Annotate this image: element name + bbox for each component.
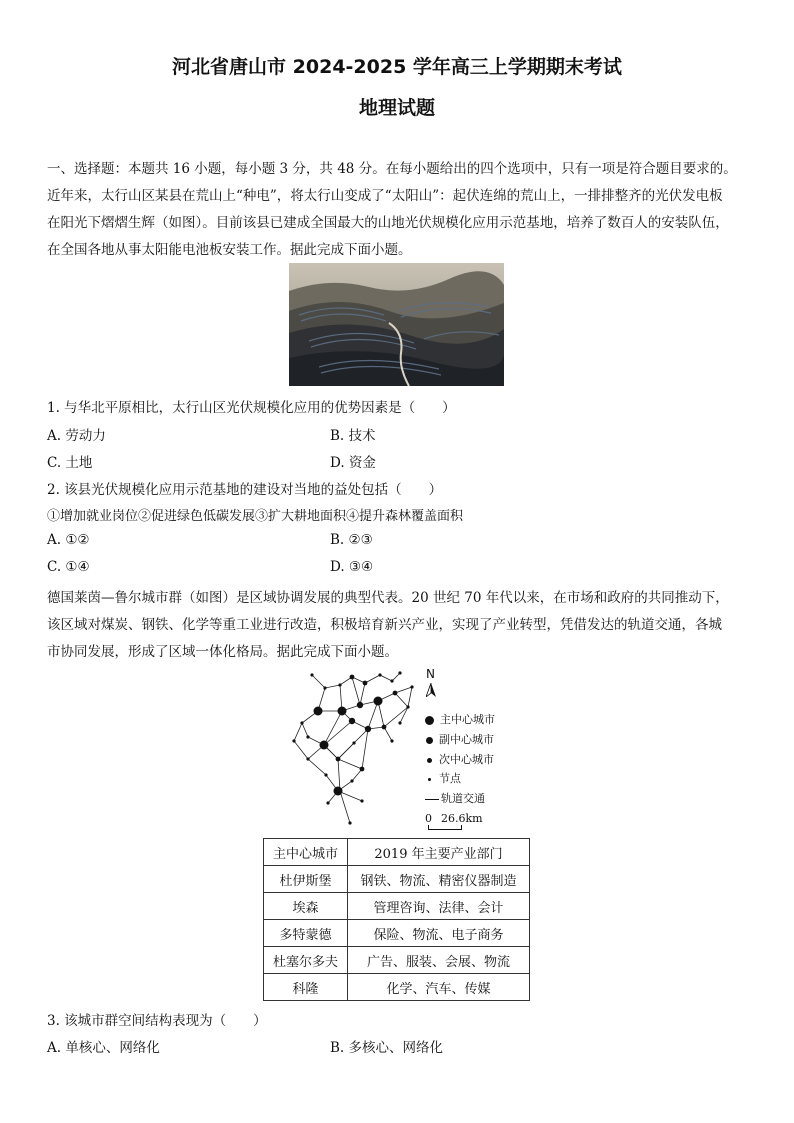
table-header-industry: 2019 年主要产业部门 [348,839,530,866]
table-cell-city: 杜塞尔多夫 [264,947,348,974]
legend-secondary-center [425,751,494,767]
q2-stem: 2. 该县光伏规模化应用示范基地的建设对当地的益处包括（ ） [47,482,443,498]
map-scale [425,812,483,825]
table-row [264,893,530,920]
table-cell-industry: 广告、服装、会展、物流 [348,947,530,974]
table-row [264,947,530,974]
section1-line-1: 一、选择题：本题共 16 小题，每小题 3 分，共 48 分。在每小题给出的四个选项中，只有一项是符合题目要求的。 [47,161,737,177]
q2-option-d[interactable]: D. ③④ [330,559,374,575]
solar-panel-photo [289,263,504,386]
q2-option-b[interactable]: B. ②③ [330,532,373,548]
legend-rail-label: 轨道交通 [441,792,485,805]
scale-bar [428,825,462,830]
table-row [264,866,530,893]
q2-option-c[interactable]: C. ①④ [47,559,90,575]
legend-rail [425,790,485,806]
table-cell-city: 科隆 [264,974,348,1001]
main-center-dot-icon [425,716,434,725]
q1-option-a[interactable]: A. 劳动力 [47,428,106,444]
legend-sub-center [425,731,494,747]
q1-option-b[interactable]: B. 技术 [330,428,376,444]
table-header-row [264,839,530,866]
section1-line-4: 在全国各地从事太阳能电池板安装工作。据此完成下面小题。 [47,242,412,258]
legend-main-center-label: 主中心城市 [440,713,495,726]
north-label: N [426,667,435,681]
q3-stem: 3. 该城市群空间结构表现为（ ） [47,1013,267,1029]
table-header-city: 主中心城市 [264,839,348,866]
table-row [264,974,530,1001]
legend-sub-center-label: 副中心城市 [439,733,494,746]
section1-line-3: 在阳光下熠熠生辉（如图）。目前该县已建成全国最大的山地光伏规模化应用示范基地，培养了数百人的安装队伍， [47,215,729,231]
q2-option-a[interactable]: A. ①② [47,532,90,548]
table-cell-city: 埃森 [264,893,348,920]
scale-label: 26.6km [441,812,483,825]
industry-table [263,838,530,1001]
rail-network-map [280,663,530,833]
section1-line-2: 近年来，太行山区某县在荒山上“种电”，将太行山变成了“太阳山”：起伏连绵的荒山上，一排排整齐的光伏发电板 [47,188,723,204]
table-row [264,920,530,947]
rail-line-icon [425,799,439,800]
legend-secondary-center-label: 次中心城市 [439,753,494,766]
q3-option-a[interactable]: A. 单核心、网络化 [47,1040,160,1056]
legend-node-label: 节点 [439,772,461,785]
legend-node [425,770,461,786]
table-cell-industry: 化学、汽车、传媒 [348,974,530,1001]
secondary-center-dot-icon [427,758,432,763]
q1-option-d[interactable]: D. 资金 [330,455,376,471]
q1-stem: 1. 与华北平原相比，太行山区光伏规模化应用的优势因素是（ ） [47,400,456,416]
scale-zero: 0 [425,812,432,825]
exam-title: 河北省唐山市 2024-2025 学年高三上学期期末考试 [172,56,622,78]
north-arrow-icon [426,682,436,701]
q1-option-c[interactable]: C. 土地 [47,455,93,471]
table-cell-industry: 钢铁、物流、精密仪器制造 [348,866,530,893]
section2-line-3: 市协同发展，形成了区域一体化格局。据此完成下面小题。 [47,644,398,660]
q3-option-b[interactable]: B. 多核心、网络化 [330,1040,444,1056]
q2-items: ①增加就业岗位②促进绿色低碳发展③扩大耕地面积④提升森林覆盖面积 [47,509,464,524]
section2-line-1: 德国莱茵—鲁尔城市群（如图）是区域协调发展的典型代表。20 世纪 70 年代以来，在市场和政府的共同推动下， [47,590,729,606]
table-cell-city: 杜伊斯堡 [264,866,348,893]
section2-line-2: 该区域对煤炭、钢铁、化学等重工业进行改造，积极培育新兴产业，实现了产业转型，凭借发达的轨道交通，各城 [47,617,722,633]
sub-center-dot-icon [426,737,433,744]
legend-main-center [425,711,495,727]
table-cell-industry: 管理咨询、法律、会计 [348,893,530,920]
table-cell-city: 多特蒙德 [264,920,348,947]
table-cell-industry: 保险、物流、电子商务 [348,920,530,947]
node-dot-icon [428,778,431,781]
exam-subtitle: 地理试题 [358,97,435,119]
